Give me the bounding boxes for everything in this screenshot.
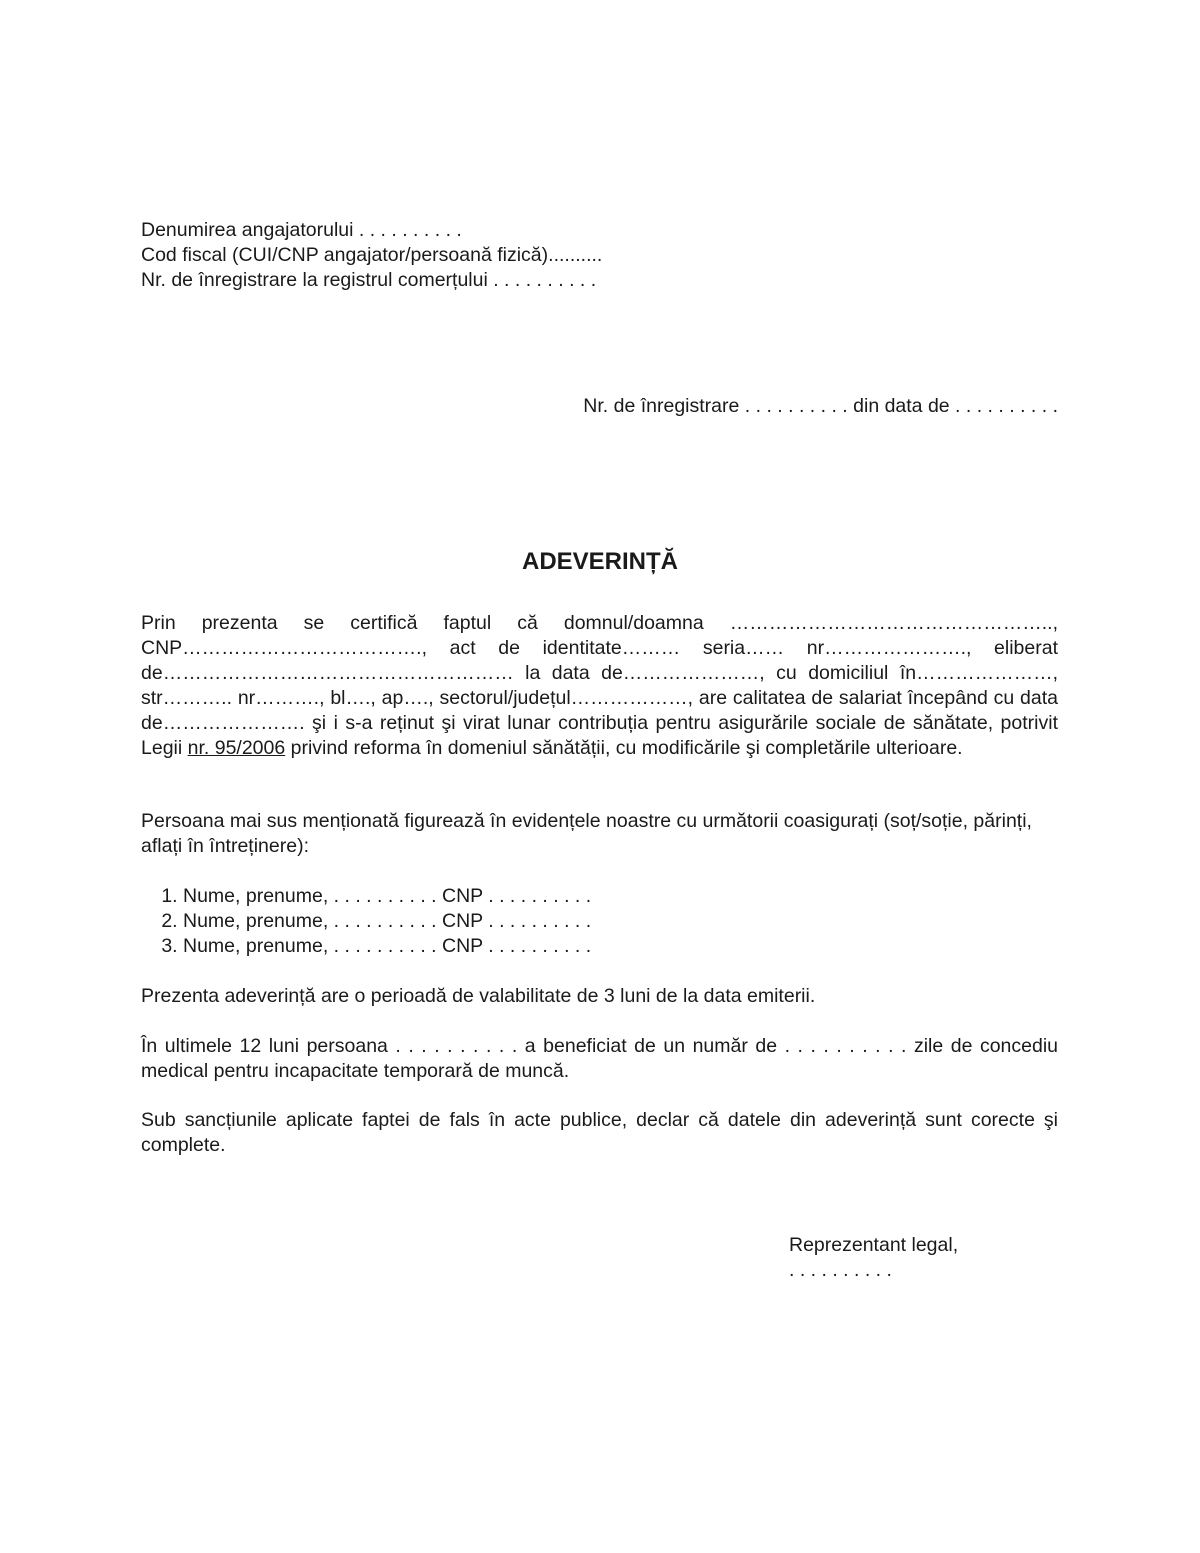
trade-register-line: Nr. de înregistrare la registrul comerțului . . . . . . . . . . (141, 269, 597, 291)
certification-text: Prin prezenta se certifică faptul că domnul/doamna ………………………………………….., CNP………………………………., act de identitate……… seria…… nr…………………., eliberat de……………………………………………… la data de…………………, cu domiciliul în…………………, str……….. nr………., bl…., ap…., sectorul/județul………………, are calitatea de salariat începând cu data de…………………. şi i s-a reținut şi virat lunar contribuția pentru asigurările sociale de sănătate, potrivit Legii (141, 612, 1058, 759)
fiscal-code-line: Cod fiscal (CUI/CNP angajator/persoană fizică).......... (141, 244, 603, 266)
signature-dots: . . . . . . . . . . (789, 1259, 892, 1281)
signature-label: Reprezentant legal, (789, 1234, 959, 1256)
employer-name-line: Denumirea angajatorului . . . . . . . . . . (141, 219, 462, 241)
coinsured-item: 1. Nume, prenume, . . . . . . . . . . CNP . . . . . . . . . . (183, 884, 1058, 909)
coinsured-item: 2. Nume, prenume, . . . . . . . . . . CNP . . . . . . . . . . (183, 909, 1058, 934)
certification-paragraph (141, 611, 1058, 761)
validity-paragraph: Prezenta adeverință are o perioadă de valabilitate de 3 luni de la data emiterii. (141, 985, 816, 1007)
registration-line: Nr. de înregistrare . . . . . . . . . . din data de . . . . . . . . . . (583, 395, 1058, 417)
law-reference: nr. 95/2006 (187, 737, 286, 759)
medical-leave-paragraph: În ultimele 12 luni persoana . . . . . . . . . . a beneficiat de un număr de . . . . . . . . . . zile de concediu medical pentru incapacitate temporară de muncă. (141, 1035, 1058, 1082)
document-title: ADEVERINȚĂ (521, 548, 678, 575)
coinsured-paragraph: Persoana mai sus menționată figurează în evidențele noastre cu următorii coasigurați (soț/soție, părinți, aflați în întreținere): (141, 810, 1032, 857)
signature-block (789, 1233, 958, 1283)
coinsured-item: 3. Nume, prenume, . . . . . . . . . . CNP . . . . . . . . . . (183, 934, 1058, 959)
coinsured-list (141, 884, 1058, 959)
employer-header (141, 218, 1058, 293)
declaration-paragraph: Sub sancțiunile aplicate faptei de fals în acte publice, declar că datele din adeverință sunt corecte şi complete. (141, 1109, 1058, 1156)
certification-text-end: privind reforma în domeniul sănătății, cu modificările şi completările ulterioare. (285, 737, 963, 759)
